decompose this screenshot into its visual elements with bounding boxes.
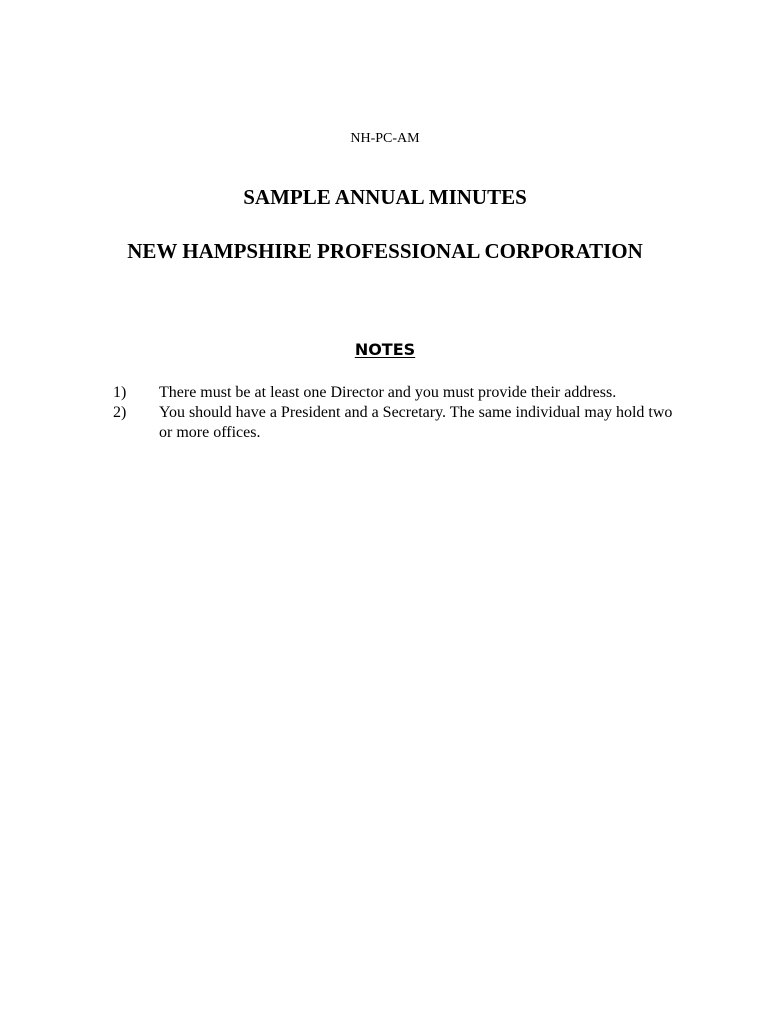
note-text: You should have a President and a Secretary. The same individual may hold two or more offices. <box>159 404 673 441</box>
notes-list <box>0 383 770 443</box>
note-number: 2) <box>113 404 127 421</box>
form-code: NH-PC-AM <box>350 131 420 146</box>
note-item <box>0 383 674 403</box>
document-title: SAMPLE ANNUAL MINUTES <box>243 185 527 209</box>
note-text: There must be at least one Director and you must provide their address. <box>159 384 617 401</box>
note-item <box>0 403 674 443</box>
notes-heading: NOTES <box>354 340 416 359</box>
document-subtitle: NEW HAMPSHIRE PROFESSIONAL CORPORATION <box>127 239 643 263</box>
note-number: 1) <box>113 384 127 401</box>
